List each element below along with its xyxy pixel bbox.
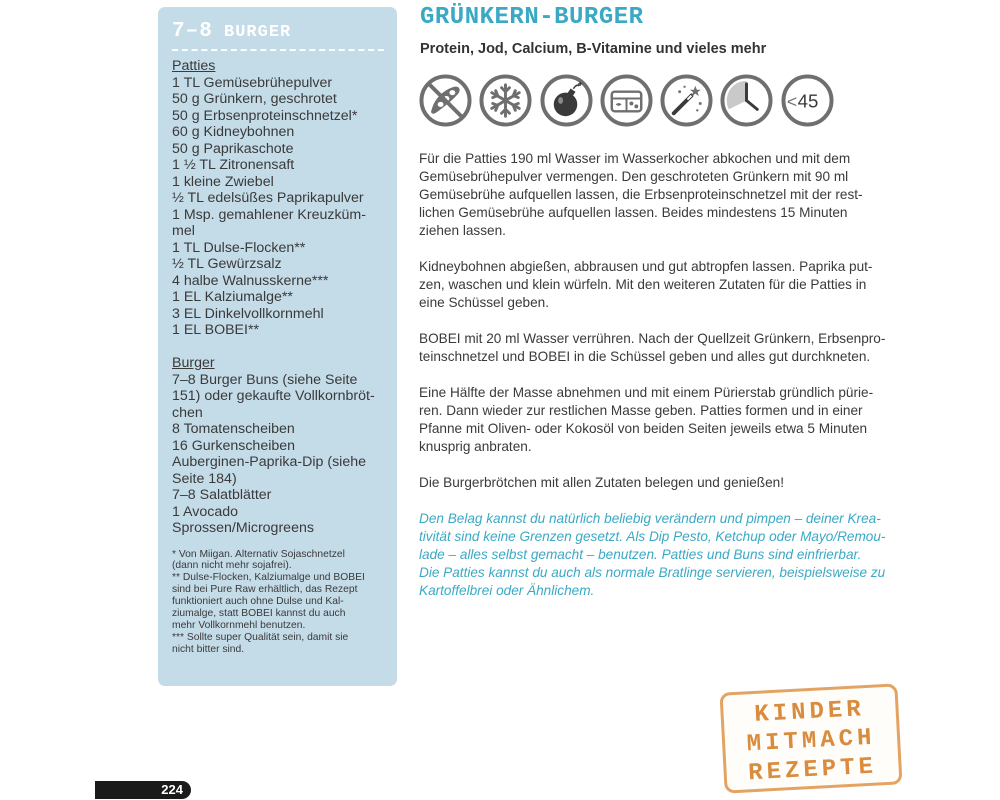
ingredient-line: 7–8 Burger Buns (siehe Seite [172, 371, 358, 388]
text-line: Gemüsebrühe aufquellen lassen, die Erbsenproteinschnetzel mit der rest- [419, 187, 863, 202]
ingredient-line: 50 g Erbsenproteinschnetzel* [172, 107, 358, 124]
recipe-title: GRÜNKERN-BURGER [420, 4, 644, 31]
svg-text:<: < [786, 91, 798, 112]
freezer-icon [479, 74, 532, 127]
tip-line: tivität sind keine Grenzen gesetzt. Als Dip Pesto, Ketchup oder Mayo/Remou- [419, 529, 886, 544]
kinder-mitmach-rezepte-stamp [719, 683, 902, 793]
footnote-line: mehr Vollkornmehl benutzen. [172, 619, 306, 631]
footnote-line: *** Sollte super Qualität sein, damit sie [172, 631, 349, 643]
text-line: Kidneybohnen abgießen, abbrausen und gut abtropfen lassen. Paprika put- [419, 259, 873, 274]
ingredient-line: 1 TL Dulse-Flocken** [172, 239, 306, 256]
ingredient-line: Seite 184) [172, 470, 237, 487]
timer-icon [720, 74, 773, 127]
ingredient-line: 4 halbe Walnusskerne*** [172, 272, 329, 289]
yield-number: 7–8 [172, 20, 213, 43]
footnotes [172, 549, 394, 656]
recipe-instructions [419, 150, 901, 600]
instruction-paragraph [419, 384, 901, 456]
time-45-label: 45 [797, 90, 819, 112]
text-line: Pfanne mit Oliven- oder Kokosöl von beiden Seiten jeweils etwa 5 Minuten [419, 421, 868, 436]
instruction-paragraph [419, 474, 901, 492]
text-line: knusprig anbraten. [419, 439, 532, 454]
ingredient-line: 1 Avocado [172, 503, 239, 520]
ingredient-line: 1 TL Gemüsebrühepulver [172, 74, 333, 91]
yield-label: BURGER [224, 23, 292, 42]
ingredient-line: 1 EL BOBEI** [172, 322, 260, 338]
text-line: zen, waschen und klein würfeln. Mit den weiteren Zutaten für die Patties in [419, 277, 867, 292]
time-45-icon [781, 74, 834, 127]
dashed-divider [172, 49, 384, 51]
tip-line: lade – alles selbst gemacht – benutzen. Patties und Buns sind einfrierbar. [419, 547, 862, 562]
footnote-line: * Von Miigan. Alternativ Sojaschnetzel [172, 548, 345, 560]
ingredient-line: ½ TL edelsüßes Paprikapulver [172, 190, 364, 206]
recipe-subtitle: Protein, Jod, Calcium, B-Vitamine und vieles mehr [420, 41, 767, 57]
magic-wand-icon [660, 74, 713, 127]
ingredient-line: Auberginen-Paprika-Dip (siehe [172, 454, 366, 470]
patties-heading: Patties [172, 58, 216, 74]
instruction-paragraphs [419, 150, 901, 492]
tip-line: Die Patties kannst du auch als normale Bratlinge servieren, beispielsweise zu [419, 565, 886, 580]
patties-ingredient-list [172, 75, 394, 339]
text-line: Die Burgerbrötchen mit allen Zutaten belegen und genießen! [419, 475, 785, 490]
page-number-bar [95, 781, 191, 799]
footnote-line: nicht bitter sind. [172, 643, 245, 655]
instruction-paragraph [419, 150, 901, 240]
ingredient-line: Sprossen/Microgreens [172, 520, 314, 536]
ingredients-sidebar [158, 7, 397, 686]
page-number: 224 [161, 782, 183, 797]
no-soy-icon [419, 74, 472, 127]
ingredient-line: 1 kleine Zwiebel [172, 173, 274, 190]
ingredient-line: mel [172, 223, 195, 239]
text-line: teinschnetzel und BOBEI in die Schüssel geben und alles gut durchkneten. [419, 349, 871, 364]
tip-line: Den Belag kannst du natürlich beliebig verändern und pimpen – deiner Krea- [419, 511, 881, 526]
ingredient-line: 1 ½ TL Zitronensaft [172, 157, 295, 173]
text-line: ziehen lassen. [419, 223, 506, 238]
burger-heading: Burger [172, 355, 215, 371]
ingredients-content [172, 58, 394, 656]
ingredient-line: chen [172, 404, 203, 421]
instruction-paragraph [419, 330, 901, 366]
recipe-tip [419, 510, 901, 600]
ingredient-line: 1 EL Kalziumalge** [172, 289, 293, 305]
ingredient-line: 60 g Kidneybohnen [172, 124, 295, 140]
lunchbox-icon [600, 74, 653, 127]
ingredient-line: 7–8 Salatblätter [172, 487, 272, 503]
bomb-icon [540, 74, 593, 127]
stamp-line-3: REZEPTE [747, 753, 878, 788]
footnote-line: ** Dulse-Flocken, Kalziumalge und BOBEI [172, 572, 365, 584]
ingredient-line: 16 Gurkenscheiben [172, 437, 296, 454]
ingredient-line: 50 g Paprikaschote [172, 140, 294, 157]
text-line: lichen Gemüsebrühe aufquellen lassen. Beides mindestens 15 Minuten [419, 205, 848, 220]
stamp-line-1: KINDER [753, 696, 866, 729]
tip-line: Kartoffelbrei oder Ähnlichem. [419, 583, 595, 598]
text-line: Gemüsebrühepulver vermengen. Den geschroteten Grünkern mit 90 ml [419, 169, 849, 184]
ingredient-line: 1 Msp. gemahlener Kreuzküm- [172, 206, 366, 223]
burger-ingredient-list [172, 372, 394, 537]
ingredient-line: 151) oder gekaufte Vollkornbröt- [172, 388, 375, 404]
ingredient-line: 3 EL Dinkelvollkornmehl [172, 305, 324, 322]
footnote-line: sind bei Pure Raw erhältlich, das Rezept [172, 584, 358, 596]
instruction-paragraph [419, 258, 901, 312]
footnote-line: funktioniert auch ohne Dulse und Kal- [172, 596, 344, 608]
text-line: BOBEI mit 20 ml Wasser verrühren. Nach der Quellzeit Grünkern, Erbsenpro- [419, 331, 886, 346]
yield-heading [172, 20, 291, 43]
stamp-line-2: MITMACH [746, 724, 877, 759]
text-line: Eine Hälfte der Masse abnehmen und mit einem Pürierstab gründlich pürie- [419, 385, 874, 400]
text-line: Für die Patties 190 ml Wasser im Wasserkocher abkochen und mit dem [419, 151, 851, 166]
text-line: eine Schüssel geben. [419, 295, 549, 310]
footnote-line: (dann nicht mehr sojafrei). [172, 560, 292, 572]
ingredient-line: 8 Tomatenscheiben [172, 421, 295, 437]
ingredient-line: ½ TL Gewürzsalz [172, 256, 282, 272]
footnote-line: ziumalge, statt BOBEI kannst du auch [172, 608, 346, 620]
ingredient-line: 50 g Grünkern, geschrotet [172, 91, 337, 107]
text-line: ren. Dann wieder zur restlichen Masse geben. Patties formen und in einer [419, 403, 863, 418]
